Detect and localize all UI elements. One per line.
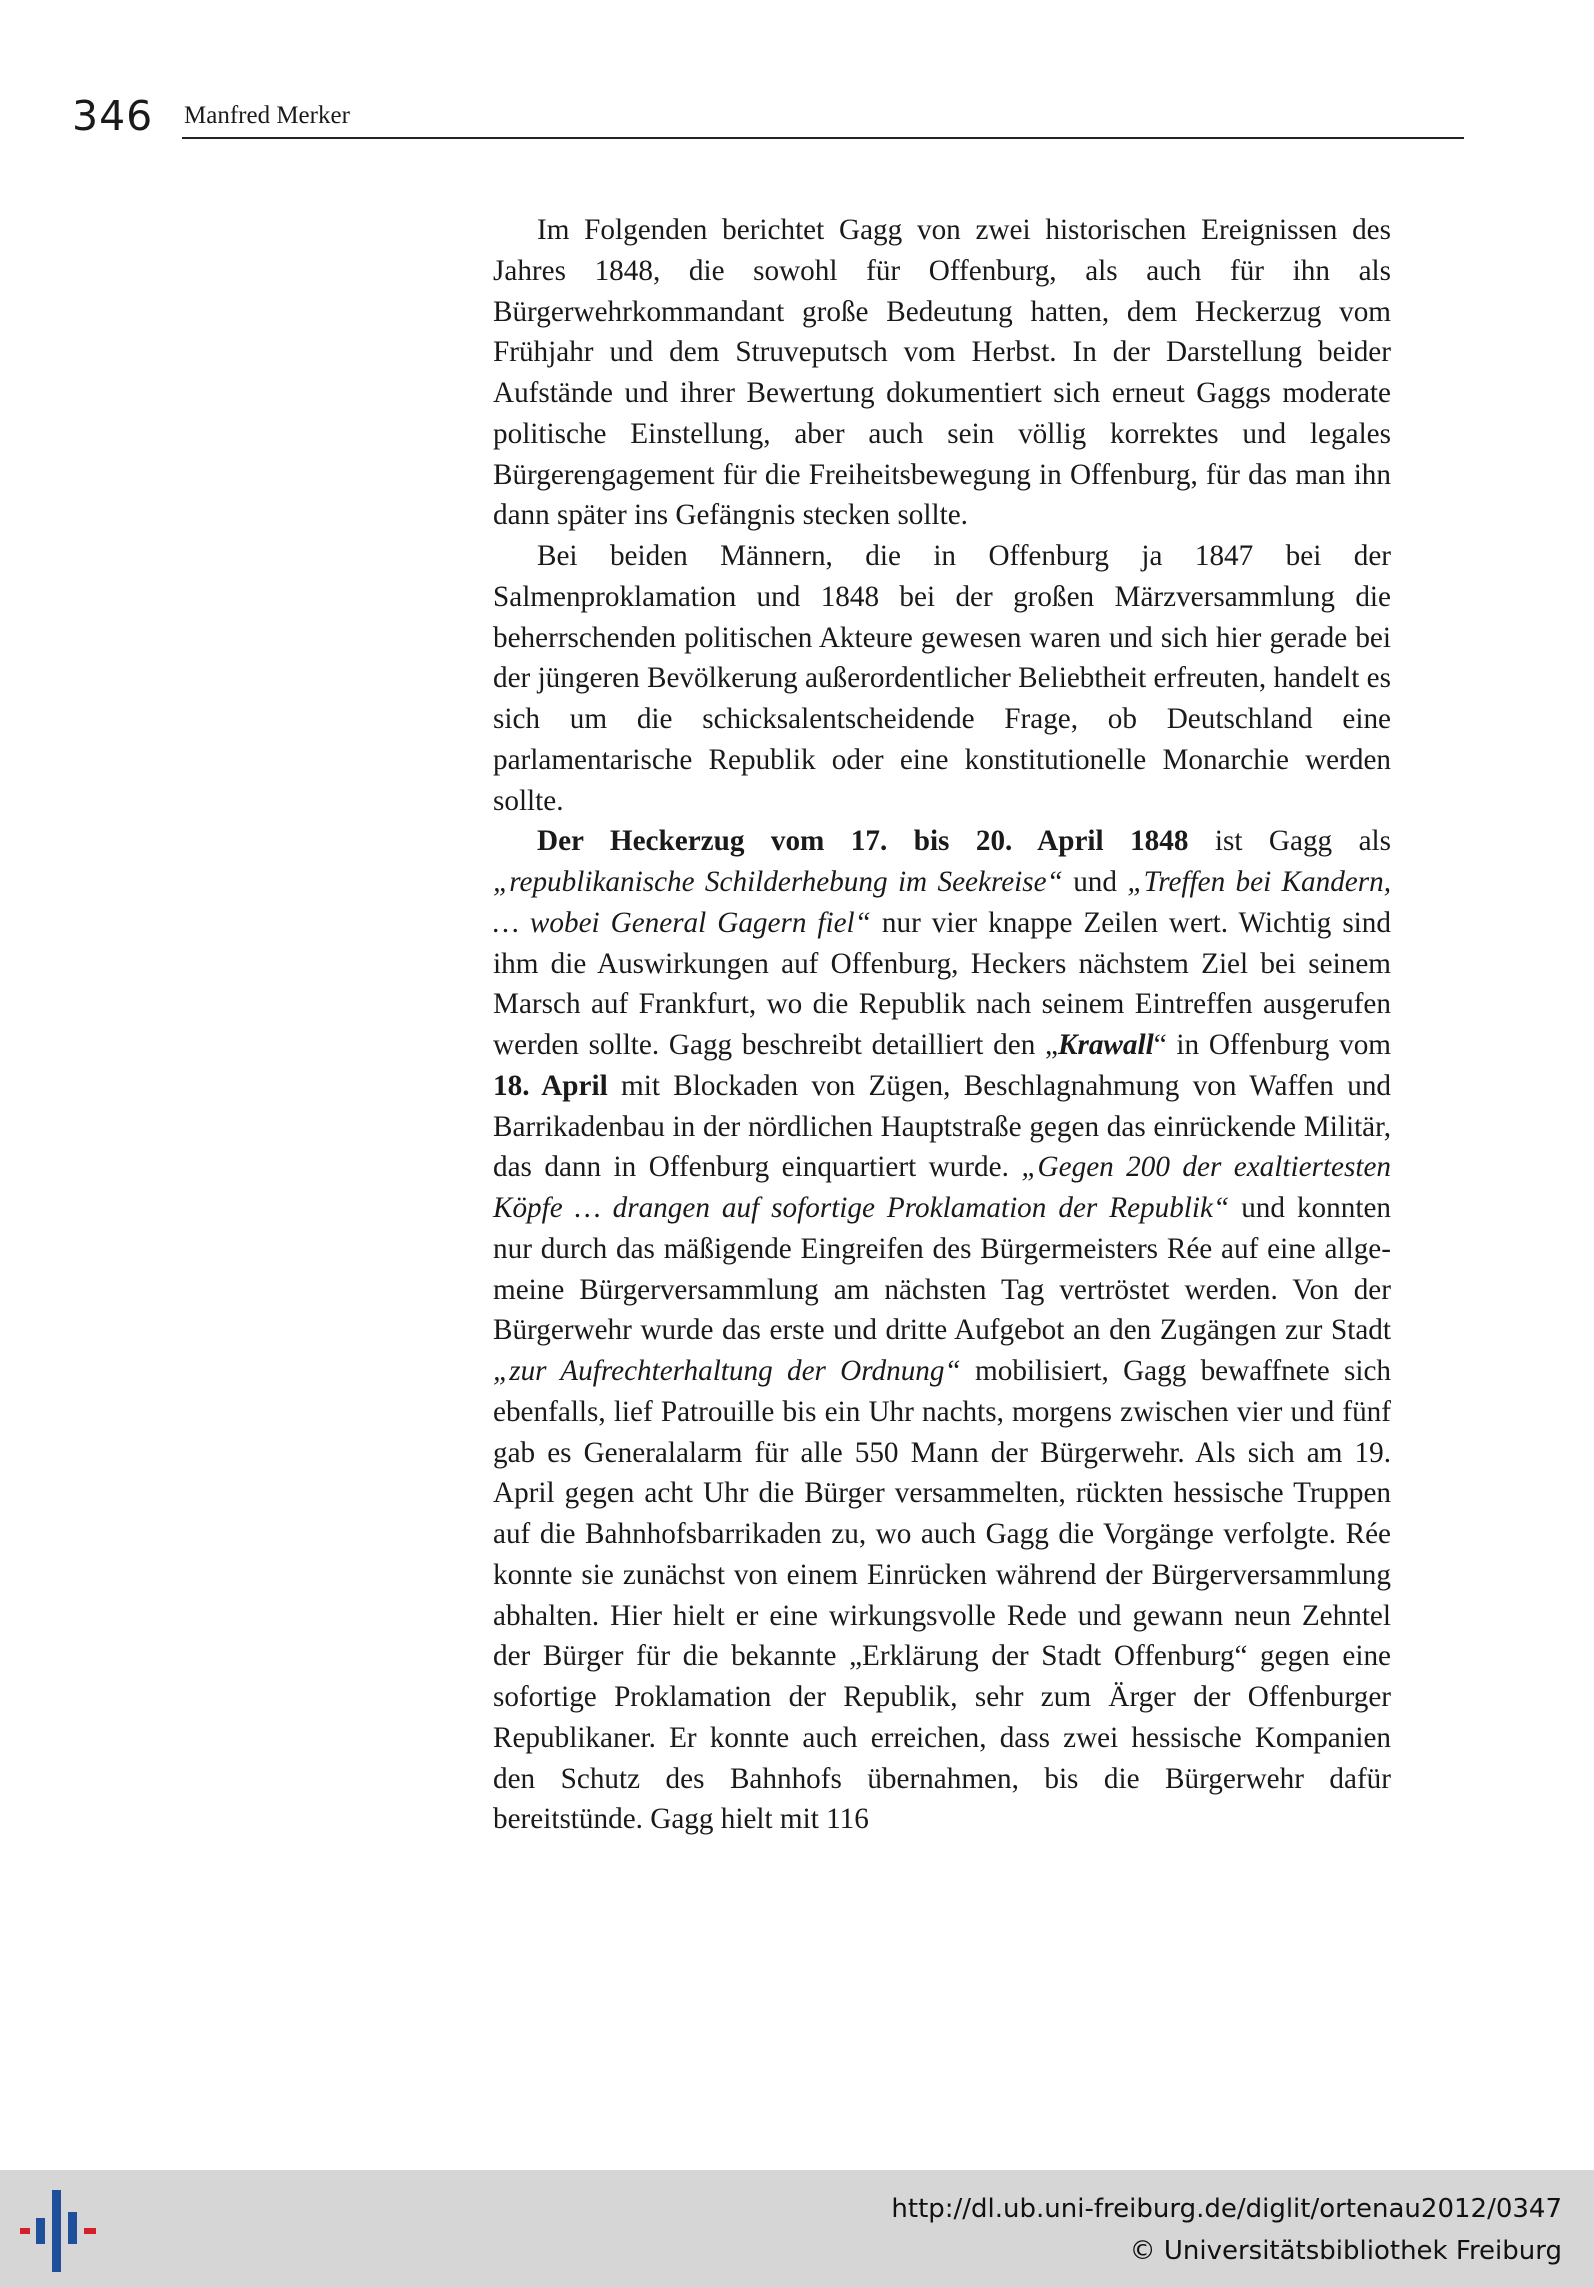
text-run: Im Folgenden berichtet Gagg von zwei historischen Ereignissen des Jahres 1848, die sowohl für Offenburg, als auch für ihn als Bürgerwehrkommandant große Bedeutung hatten, dem Heckerzug vom Frühjahr und dem Struveputsch vom Herbst. In der Darstellung beider Aufstände und ihrer Bewertung dokumentiert sich erneut Gaggs moderate politische Einstellung, aber auch sein völlig korrektes und legales Bürgerengagement für die Freiheitsbewegung in Offenburg, für das man ihn dann später ins Gefängnis stecken sollte. xyxy=(493,214,1391,532)
text-run: ist Gagg als xyxy=(1188,825,1391,858)
header-rule xyxy=(182,137,1464,139)
emphasized-text: Der Heckerzug vom 17. bis 20. April 1848 xyxy=(537,825,1189,858)
body-text xyxy=(493,210,1391,1840)
ub-freiburg-logo-icon xyxy=(18,2190,100,2272)
paragraph xyxy=(493,210,1391,536)
footer-url-link[interactable]: http://dl.ub.uni-freiburg.de/diglit/ortenau2012/0347 xyxy=(891,2194,1562,2224)
footer-copyright: © Universitätsbibliothek Freiburg xyxy=(1129,2236,1562,2266)
text-run: Bei beiden Männern, die in Offenburg ja 1847 bei der Salmenproklamation und 1848 bei der großen Märzversammlung die beherrschenden politischen Akteure gewesen waren und sich hier gerade bei der jüngeren Bevölkerung außerordentlicher Beliebtheit erfreuten, handelt es sich um die schicksalentscheidende Frage, ob Deutschland eine parlamentarische Republik oder eine konstitutionelle Monarchie werden sollte. xyxy=(493,540,1391,817)
emphasized-text: „zur Aufrechterhaltung der Ordnung“ xyxy=(493,1355,961,1387)
paragraph xyxy=(493,821,1391,1840)
paragraph xyxy=(493,536,1391,821)
page-header xyxy=(72,92,1392,144)
text-run: mit Blockaden von Zügen, Beschlagnahmung von Waffen und Barrikadenbau in der nördlichen Hauptstraße gegen das einrückende Militär, das dann in Offenburg einquartiert wurde. xyxy=(493,1069,1392,1184)
footer-bar xyxy=(0,2170,1594,2287)
emphasized-text: „Gegen 200 der exaltiertesten Köpfe … drangen auf sofortige Proklamation der Republik“ xyxy=(493,1151,1391,1224)
emphasized-text: 18. April xyxy=(493,1069,608,1102)
text-run: nur vier knappe Zeilen wert. Wichtig sind ihm die Auswirkungen auf Offenburg, Heckers nächstem Ziel bei seinem Marsch auf Frankfurt, wo die Republik nach seinem Eintreffen ausgerufen werden sollte. Gagg beschreibt detailliert den „ xyxy=(493,906,1391,1061)
text-run: mobilisiert, Gagg bewaffnete sich ebenfalls, lief Patrouille bis ein Uhr nachts, morgens zwischen vier und fünf gab es Generalalarm für alle 550 Mann der Bürgerwehr. Als sich am 19. April gegen acht Uhr die Bürger versammelten, rückten hessische Truppen auf die Bahnhofsbarrikaden zu, wo auch Gagg die Vorgänge verfolgte. Rée konnte sie zunächst von einem Einrücken während der Bürgerversammlung abhalten. Hier hielt er eine wirkungsvolle Rede und gewann neun Zehntel der Bürger für die bekannte „Erklärung der Stadt Offenburg“ gegen eine sofortige Proklamation der Republik, sehr zum Ärger der Offenburger Republikaner. Er konnte auch erreichen, dass zwei hessische Kompanien den Schutz des Bahnhofs übernahmen, bis die Bürgerwehr dafür bereitstünde. Gagg hielt mit 116 xyxy=(493,1355,1391,1836)
emphasized-text: Krawall xyxy=(1058,1029,1154,1061)
text-run: und xyxy=(1062,866,1128,898)
text-run: “ in Offenburg vom xyxy=(1153,1029,1391,1061)
emphasized-text: „republikanische Schilderhebung im Seekreise“ xyxy=(493,866,1063,898)
emphasized-text: „Treffen bei Kandern, … wobei General Gagern fiel“ xyxy=(493,866,1392,939)
running-head-author: Manfred Merker xyxy=(184,102,350,129)
text-run: und konnten nur durch das mäßigende Eingreifen des Bürgermeisters Rée auf eine allgemeine Bürgerversammlung am nächsten Tag vertröstet werden. Von der Bürgerwehr wurde das erste und dritte Aufgebot an den Zugängen zur Stadt xyxy=(493,1192,1391,1347)
page-number: 346 xyxy=(72,92,154,140)
